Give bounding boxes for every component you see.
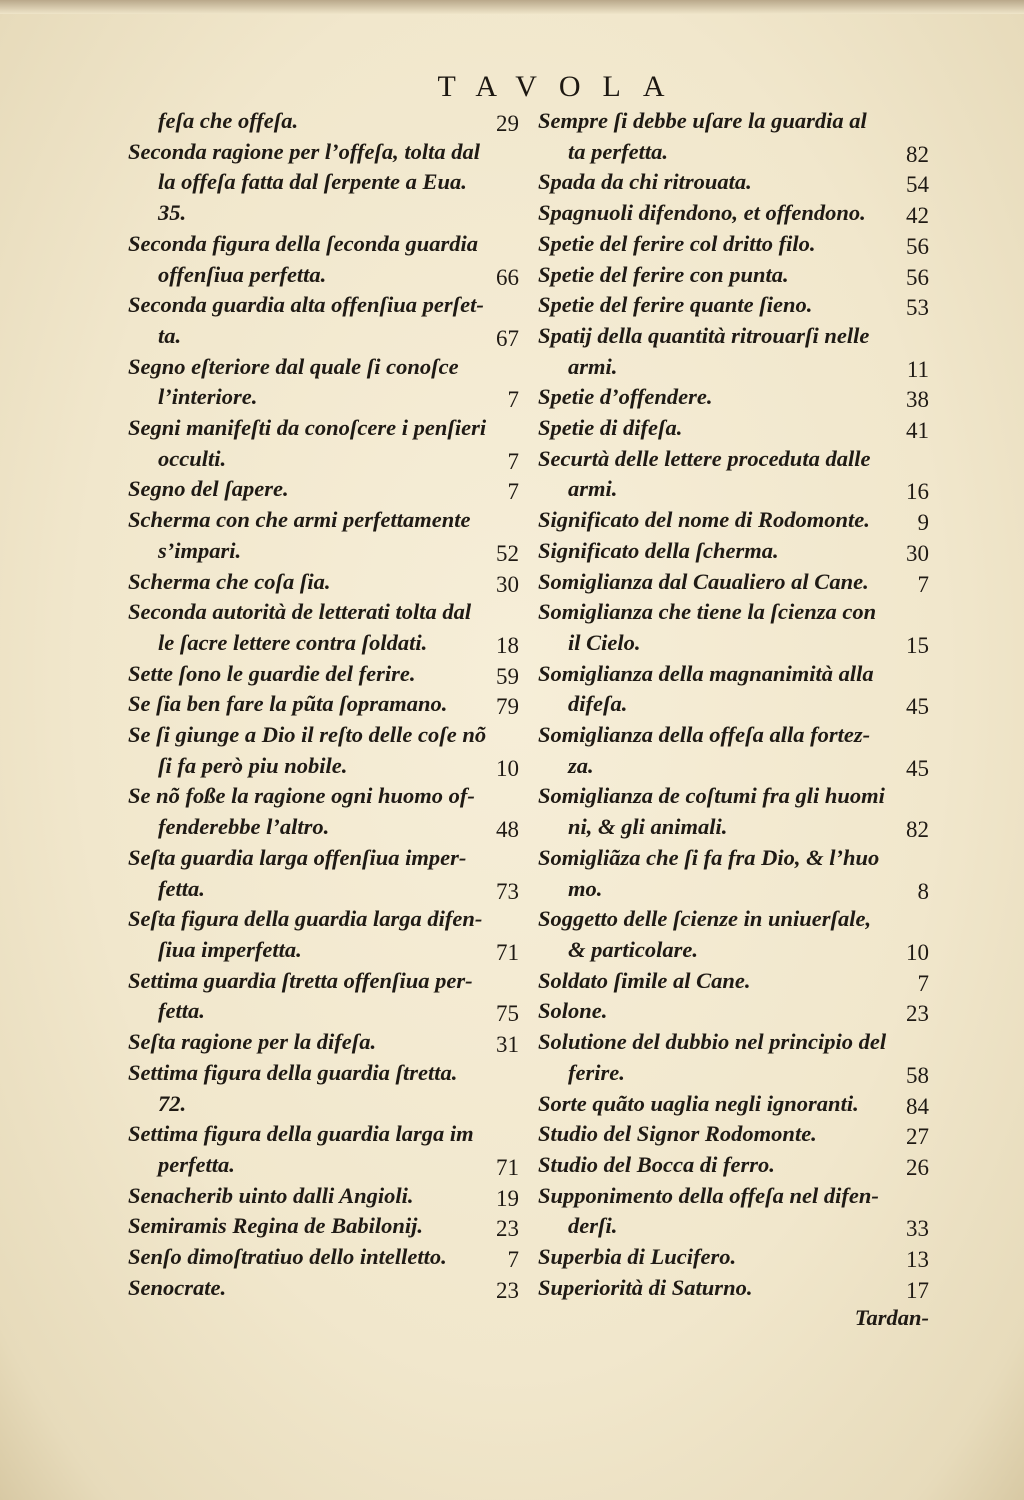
index-entry bbox=[538, 413, 933, 444]
entry-text-line: Seſta ragione per la difeſa. bbox=[128, 1029, 377, 1055]
entry-text-line: Seconda ragione per l’offeſa, tolta dal bbox=[128, 138, 481, 164]
index-entry bbox=[538, 1150, 933, 1181]
index-entry bbox=[128, 1273, 523, 1304]
page-number: 13 bbox=[906, 1247, 929, 1273]
entry-text-line: Sorte quãto uaglia negli ignoranti. bbox=[538, 1090, 859, 1116]
entry-text-line: Significato della ſcherma. bbox=[538, 537, 779, 563]
page-number: 48 bbox=[496, 817, 519, 843]
entry-text-line: la offeſa fatta dal ſerpente a Eua. bbox=[158, 169, 467, 195]
page-number: 79 bbox=[496, 694, 519, 720]
page-number: 41 bbox=[906, 418, 929, 444]
index-entry bbox=[128, 720, 523, 781]
index-entry bbox=[128, 1058, 523, 1119]
page-number: 31 bbox=[496, 1032, 519, 1058]
entry-text-line: offenſiua perfetta. bbox=[158, 261, 327, 287]
page-number: 10 bbox=[906, 939, 929, 965]
page-number: 18 bbox=[496, 632, 519, 658]
entry-text-line: Solutione del dubbio nel principio del bbox=[538, 1029, 887, 1055]
index-entry bbox=[128, 474, 523, 505]
entry-text-line: fetta. bbox=[158, 875, 205, 901]
entry-text-line: ta. bbox=[158, 322, 182, 348]
index-entry bbox=[128, 1027, 523, 1058]
entry-text-line: Seconda autorità de letterati tolta dal bbox=[128, 599, 472, 625]
entry-text-line: Senſo dimoſtratiuo dello intelletto. bbox=[128, 1244, 447, 1270]
entry-text-line: Seconda figura della ſeconda guardia bbox=[128, 230, 479, 256]
entry-text-line: Somiglianza de coſtumi fra gli huomi bbox=[538, 783, 885, 809]
page-number: 71 bbox=[496, 1154, 519, 1180]
index-entry bbox=[538, 290, 933, 321]
page-number: 33 bbox=[906, 1216, 929, 1242]
page-number: 23 bbox=[496, 1277, 519, 1303]
entry-text-line: Spagnuoli difendono, et offendono. bbox=[538, 200, 866, 226]
index-column-right bbox=[538, 106, 933, 1334]
entry-text-line: Settima figura della guardia larga im bbox=[128, 1121, 474, 1147]
page-number: 45 bbox=[906, 694, 929, 720]
index-entry bbox=[128, 413, 523, 474]
entry-text-line: Superbia di Lucifero. bbox=[538, 1244, 737, 1270]
entry-text-line: il Cielo. bbox=[568, 629, 641, 655]
page-number: 17 bbox=[906, 1277, 929, 1303]
entry-text-line: za. bbox=[568, 752, 594, 778]
index-entry bbox=[128, 689, 523, 720]
entry-text-line: Scherma che coſa ſia. bbox=[128, 568, 331, 594]
index-entry bbox=[128, 904, 523, 965]
page-number: 75 bbox=[496, 1001, 519, 1027]
page-number: 9 bbox=[917, 510, 929, 536]
entry-text-line: Soggetto delle ſcienze in uniuerſale, bbox=[538, 906, 872, 932]
entry-text-line: Significato del nome di Rodomonte. bbox=[538, 507, 870, 533]
index-entry bbox=[538, 167, 933, 198]
entry-text-line: occulti. bbox=[158, 445, 227, 471]
page-number: 7 bbox=[507, 448, 519, 474]
entry-text-line: derſi. bbox=[568, 1213, 618, 1239]
entry-text-line: Securtà delle lettere proceduta dalle bbox=[538, 445, 871, 471]
entry-text-line: perfetta. bbox=[158, 1151, 235, 1177]
entry-text-line: Somigliãza che ſi fa fra Dio, & l’huo bbox=[538, 844, 880, 870]
entry-text-line: 72. bbox=[158, 1090, 187, 1116]
entry-text-line: Semiramis Regina de Babilonij. bbox=[128, 1213, 424, 1239]
entry-text-line: Settima guardia ſtretta offenſiua per- bbox=[128, 967, 473, 993]
entry-text-line: Somiglianza che tiene la ſcienza con bbox=[538, 599, 877, 625]
index-entry bbox=[538, 260, 933, 291]
index-entry bbox=[128, 229, 523, 290]
entry-text-line: Spetie del ferire quante ſieno. bbox=[538, 292, 813, 318]
page-number: 82 bbox=[906, 141, 929, 167]
page-number: 23 bbox=[496, 1216, 519, 1242]
entry-text-line: Somiglianza della offeſa alla fortez- bbox=[538, 722, 871, 748]
entry-text-line: Se nõ foße la ragione ogni huomo of- bbox=[128, 783, 475, 809]
entry-text-line: Senacherib uinto dalli Angioli. bbox=[128, 1182, 414, 1208]
page-number: 8 bbox=[917, 878, 929, 904]
page-number: 67 bbox=[496, 325, 519, 351]
page-number: 38 bbox=[906, 387, 929, 413]
index-entry bbox=[128, 1119, 523, 1180]
index-entry bbox=[128, 137, 523, 229]
index-entry bbox=[538, 1027, 933, 1088]
index-entry bbox=[538, 229, 933, 260]
page-number: 15 bbox=[906, 632, 929, 658]
entry-text-line: Seſta figura della guardia larga difen- bbox=[128, 906, 483, 932]
index-entry bbox=[538, 321, 933, 382]
entry-text-line: 35. bbox=[158, 200, 187, 226]
index-entry bbox=[538, 106, 933, 167]
page-number: 30 bbox=[496, 571, 519, 597]
entry-text-line: Studio del Signor Rodomonte. bbox=[538, 1121, 817, 1147]
page-number: 10 bbox=[496, 755, 519, 781]
page-number: 59 bbox=[496, 663, 519, 689]
page-number: 84 bbox=[906, 1093, 929, 1119]
index-entry bbox=[128, 567, 523, 598]
page-number: 26 bbox=[906, 1154, 929, 1180]
index-entry bbox=[128, 290, 523, 351]
page-number: 7 bbox=[507, 1247, 519, 1273]
entry-text-line: Seconda guardia alta offenſiua perſet- bbox=[128, 292, 484, 318]
entry-text-line: Somiglianza dal Caualiero al Cane. bbox=[538, 568, 869, 594]
page-number: 58 bbox=[906, 1062, 929, 1088]
index-entry bbox=[128, 659, 523, 690]
index-entry bbox=[538, 659, 933, 720]
entry-text-line: Spada da chi ritrouata. bbox=[538, 169, 752, 195]
entry-text-line: Supponimento della offeſa nel difen- bbox=[538, 1182, 879, 1208]
index-entry bbox=[538, 505, 933, 536]
catchword: Tardan- bbox=[854, 1305, 929, 1331]
entry-text-line: difeſa. bbox=[568, 691, 628, 717]
index-entry bbox=[538, 536, 933, 567]
index-entry bbox=[538, 1181, 933, 1242]
page-number: 42 bbox=[906, 203, 929, 229]
page-number: 82 bbox=[906, 817, 929, 843]
index-entry bbox=[538, 567, 933, 598]
index-entry bbox=[538, 966, 933, 997]
page-number: 52 bbox=[496, 540, 519, 566]
entry-text-line: Sette ſono le guardie del ferire. bbox=[128, 660, 416, 686]
entry-text-line: Settima figura della guardia ſtretta. bbox=[128, 1059, 458, 1085]
page-number: 71 bbox=[496, 939, 519, 965]
entry-text-line: armi. bbox=[568, 476, 618, 502]
entry-text-line: Superiorità di Saturno. bbox=[538, 1274, 753, 1300]
page-number: 56 bbox=[906, 264, 929, 290]
index-entry bbox=[538, 1119, 933, 1150]
entry-text-line: Se ſia ben fare la pũta ſopramano. bbox=[128, 691, 448, 717]
entry-text-line: Sempre ſi debbe uſare la guardia al bbox=[538, 108, 867, 133]
page-number: 23 bbox=[906, 1001, 929, 1027]
page-number: 30 bbox=[906, 540, 929, 566]
index-entry bbox=[128, 505, 523, 566]
entry-text-line: Segno eſteriore dal quale ſi conoſce bbox=[128, 353, 459, 379]
page-number: 54 bbox=[906, 172, 929, 198]
page-number: 29 bbox=[496, 111, 519, 136]
entry-text-line: ſiua imperfetta. bbox=[158, 936, 302, 962]
entry-text-line: ta perfetta. bbox=[568, 138, 668, 164]
page-number: 16 bbox=[906, 479, 929, 505]
index-entry bbox=[538, 1273, 933, 1304]
entry-text-line: armi. bbox=[568, 353, 618, 379]
page-number: 7 bbox=[917, 970, 929, 996]
index-entry bbox=[128, 781, 523, 842]
page-number: 73 bbox=[496, 878, 519, 904]
index-entry bbox=[128, 106, 523, 137]
index-entry bbox=[128, 352, 523, 413]
page-number: 7 bbox=[507, 479, 519, 505]
entry-text-line: fetta. bbox=[158, 998, 205, 1024]
entry-text-line: Somiglianza della magnanimità alla bbox=[538, 660, 874, 686]
page-number: 56 bbox=[906, 233, 929, 259]
index-entry bbox=[538, 843, 933, 904]
index-entry bbox=[128, 1242, 523, 1273]
entry-text-line: Se ſi giunge a Dio il reſto delle coſe nõ bbox=[128, 722, 487, 748]
entry-text-line: Spetie del ferire con punta. bbox=[538, 261, 789, 287]
entry-text-line: Soldato ſimile al Cane. bbox=[538, 967, 751, 993]
page-number: 27 bbox=[906, 1124, 929, 1150]
index-entry bbox=[128, 1211, 523, 1242]
page-header: TAVOLA bbox=[437, 70, 687, 103]
page-number: 7 bbox=[507, 387, 519, 413]
entry-text-line: s’impari. bbox=[158, 537, 242, 563]
page-number: 11 bbox=[906, 356, 929, 382]
page-number: 66 bbox=[496, 264, 519, 290]
index-entry bbox=[538, 1089, 933, 1120]
entry-text-line: Solone. bbox=[538, 998, 608, 1024]
page-number: 45 bbox=[906, 755, 929, 781]
entry-text-line: Spetie d’offendere. bbox=[538, 384, 713, 410]
index-entry bbox=[538, 1242, 933, 1273]
index-entry bbox=[538, 198, 933, 229]
entry-text-line: Spatij della quantità ritrouarſi nelle bbox=[538, 322, 870, 348]
entry-text-line: Spetie del ferire col dritto filo. bbox=[538, 230, 816, 256]
entry-text-line: fenderebbe l’altro. bbox=[158, 814, 330, 840]
index-entry bbox=[128, 597, 523, 658]
entry-text-line: Scherma con che armi perfettamente bbox=[128, 507, 471, 533]
entry-text-line: Senocrate. bbox=[128, 1274, 227, 1300]
index-entry bbox=[538, 996, 933, 1027]
entry-text-line: Spetie di difeſa. bbox=[538, 415, 683, 441]
page-number: 7 bbox=[917, 571, 929, 597]
entry-text-line: ni, & gli animali. bbox=[568, 814, 728, 840]
entry-text-line: l’interiore. bbox=[158, 384, 258, 410]
page-number: 19 bbox=[496, 1185, 519, 1211]
entry-text-line: mo. bbox=[568, 875, 603, 901]
index-entry bbox=[538, 444, 933, 505]
index-entry bbox=[538, 720, 933, 781]
entry-text-line: ferire. bbox=[568, 1059, 625, 1085]
index-entry bbox=[128, 966, 523, 1027]
index-column-left bbox=[128, 106, 523, 1303]
index-entry bbox=[538, 904, 933, 965]
index-entry bbox=[128, 1181, 523, 1212]
entry-text-line: ſi fa però piu nobile. bbox=[158, 752, 348, 778]
entry-text-line: Segno del ſapere. bbox=[128, 476, 289, 502]
entry-text-line: Segni manifeſti da conoſcere i penſieri bbox=[128, 415, 487, 441]
index-entry bbox=[538, 597, 933, 658]
entry-text-line: Studio del Bocca di ferro. bbox=[538, 1151, 775, 1177]
index-entry bbox=[538, 781, 933, 842]
entry-text-line: & particolare. bbox=[568, 936, 698, 962]
page-edge bbox=[0, 0, 1024, 14]
page-number: 53 bbox=[906, 295, 929, 321]
index-entry bbox=[538, 382, 933, 413]
index-entry bbox=[128, 843, 523, 904]
entry-text-line: Seſta guardia larga offenſiua imper- bbox=[128, 844, 467, 870]
entry-text-line: feſa che offeſa. bbox=[158, 108, 299, 133]
entry-text-line: le ſacre lettere contra ſoldati. bbox=[158, 629, 428, 655]
